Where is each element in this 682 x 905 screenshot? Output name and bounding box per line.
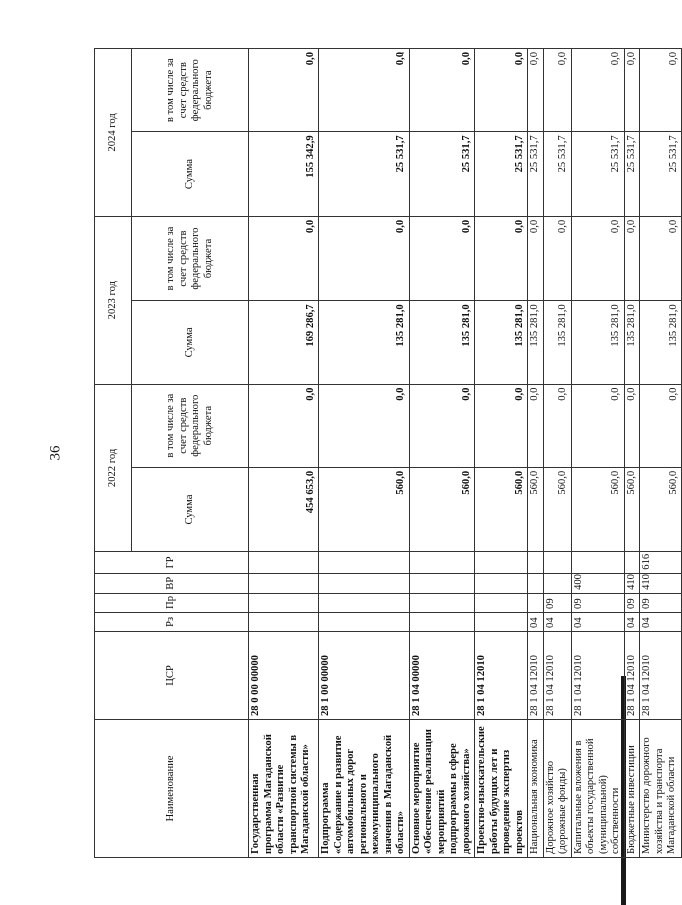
- row-fed-2024: 0,0: [475, 49, 528, 132]
- row-sum-2024: 25 531,7: [409, 132, 475, 216]
- row-fed-2022: 0,0: [528, 384, 544, 467]
- row-gr: [528, 552, 544, 573]
- row-sum-2023: 135 281,0: [624, 301, 640, 384]
- row-fed-2023: 0,0: [528, 216, 544, 300]
- row-fed-2022: 0,0: [640, 384, 682, 467]
- row-name: Бюджетные инвестиции: [624, 720, 640, 858]
- table-row: [528, 49, 544, 858]
- row-csr: 28 1 04 00000: [409, 631, 475, 719]
- row-sum-2024: 25 531,7: [543, 132, 571, 216]
- row-rz: 04: [571, 612, 624, 631]
- row-rz: [249, 612, 319, 631]
- row-pr: 09: [543, 593, 571, 612]
- row-vr: [475, 573, 528, 593]
- row-fed-2022: 0,0: [624, 384, 640, 467]
- row-fed-2023: 0,0: [319, 216, 410, 300]
- row-sum-2022: 560,0: [571, 467, 624, 551]
- header-gr: ГР: [95, 552, 249, 573]
- table-row: [319, 49, 410, 858]
- row-csr: 28 0 00 00000: [249, 631, 319, 719]
- row-sum-2024: 155 342,9: [249, 132, 319, 216]
- row-sum-2022: 454 653,0: [249, 467, 319, 551]
- table-row: [543, 49, 571, 858]
- row-rz: 04: [528, 612, 544, 631]
- row-vr: 410: [624, 573, 640, 593]
- header-name: Наименование: [95, 720, 249, 858]
- row-fed-2022: 0,0: [571, 384, 624, 467]
- row-sum-2024: 25 531,7: [640, 132, 682, 216]
- row-sum-2022: 560,0: [640, 467, 682, 551]
- row-sum-2024: 25 531,7: [571, 132, 624, 216]
- row-gr: [571, 552, 624, 573]
- row-fed-2023: 0,0: [571, 216, 624, 300]
- row-gr: [475, 552, 528, 573]
- row-name: Проектно-изыскательские работы будущих лет и проведение экспертиз проектов: [475, 720, 528, 858]
- row-gr: [249, 552, 319, 573]
- header-fed-2022: в том числе за счет средств федерального бюджета: [132, 384, 249, 467]
- row-sum-2023: 135 281,0: [528, 301, 544, 384]
- row-csr: 28 1 04 12010: [640, 631, 682, 719]
- row-name: Капитальные вложения в объекты государственной (муниципальной) собственности: [571, 720, 624, 858]
- row-rz: [319, 612, 410, 631]
- row-sum-2022: 560,0: [624, 467, 640, 551]
- row-rz: 04: [640, 612, 682, 631]
- row-fed-2023: 0,0: [624, 216, 640, 300]
- row-sum-2022: 560,0: [319, 467, 410, 551]
- page-number: [48, 438, 64, 468]
- row-csr: 28 1 04 12010: [543, 631, 571, 719]
- row-name: Национальная экономика: [528, 720, 544, 858]
- row-name: Министерство дорожного хозяйства и транспорта Магаданской области: [640, 720, 682, 858]
- row-rz: [475, 612, 528, 631]
- row-pr: [475, 593, 528, 612]
- row-sum-2024: 25 531,7: [319, 132, 410, 216]
- row-vr: [543, 573, 571, 593]
- row-fed-2022: 0,0: [409, 384, 475, 467]
- row-gr: [624, 552, 640, 573]
- header-csr: ЦСР: [95, 631, 249, 719]
- row-sum-2024: 25 531,7: [528, 132, 544, 216]
- header-vr: ВР: [95, 573, 249, 593]
- header-pr: Пр: [95, 593, 249, 612]
- row-name: Подпрограмма «Содержание и развитие автомобильных дорог регионального и межмуниципального значения в Магаданской области»: [319, 720, 410, 858]
- row-rz: 04: [624, 612, 640, 631]
- row-pr: [409, 593, 475, 612]
- row-rz: 04: [543, 612, 571, 631]
- row-name: Дорожное хозяйство (дорожные фонды): [543, 720, 571, 858]
- row-fed-2024: 0,0: [319, 49, 410, 132]
- row-fed-2024: 0,0: [409, 49, 475, 132]
- row-pr: [319, 593, 410, 612]
- header-year-2024: 2024 год: [95, 49, 132, 217]
- table-row: [475, 49, 528, 858]
- row-fed-2023: 0,0: [249, 216, 319, 300]
- row-pr: 09: [571, 593, 624, 612]
- row-fed-2023: 0,0: [475, 216, 528, 300]
- row-sum-2023: 135 281,0: [640, 301, 682, 384]
- row-vr: 410: [640, 573, 682, 593]
- row-gr: [409, 552, 475, 573]
- row-fed-2023: 0,0: [640, 216, 682, 300]
- row-gr: 616: [640, 552, 682, 573]
- header-year-2022: 2022 год: [95, 384, 132, 552]
- row-name: Государственная программа Магаданской области «Развитие транспортной системы в Магаданской области»: [249, 720, 319, 858]
- row-gr: [543, 552, 571, 573]
- row-fed-2022: 0,0: [249, 384, 319, 467]
- row-csr: 28 1 04 12010: [528, 631, 544, 719]
- row-pr: 09: [624, 593, 640, 612]
- header-sum-2022: Сумма: [132, 467, 249, 551]
- row-sum-2023: 135 281,0: [571, 301, 624, 384]
- row-sum-2022: 560,0: [409, 467, 475, 551]
- row-vr: 400: [571, 573, 624, 593]
- row-fed-2024: 0,0: [571, 49, 624, 132]
- header-year-2023: 2023 год: [95, 216, 132, 384]
- row-sum-2024: 25 531,7: [475, 132, 528, 216]
- header-fed-2023: в том числе за счет средств федерального бюджета: [132, 216, 249, 300]
- header-sum-2023: Сумма: [132, 301, 249, 384]
- rotated-table-container: [94, 48, 679, 858]
- row-sum-2022: 560,0: [528, 467, 544, 551]
- row-sum-2023: 135 281,0: [319, 301, 410, 384]
- header-rz: Рз: [95, 612, 249, 631]
- row-fed-2022: 0,0: [543, 384, 571, 467]
- row-csr: 28 1 04 12010: [571, 631, 624, 719]
- row-vr: [249, 573, 319, 593]
- row-fed-2022: 0,0: [319, 384, 410, 467]
- row-fed-2024: 0,0: [543, 49, 571, 132]
- table-row: [624, 49, 640, 858]
- table-row: [409, 49, 475, 858]
- row-sum-2023: 135 281,0: [409, 301, 475, 384]
- row-vr: [409, 573, 475, 593]
- row-pr: [249, 593, 319, 612]
- page-number-text: 36: [47, 445, 64, 461]
- row-rz: [409, 612, 475, 631]
- row-name: Основное мероприятие «Обеспечение реализации мероприятий подпрограммы в сфере дорожного хозяйства»: [409, 720, 475, 858]
- budget-table: [94, 48, 682, 858]
- row-vr: [528, 573, 544, 593]
- table-row: [571, 49, 624, 858]
- row-sum-2022: 560,0: [475, 467, 528, 551]
- table-row: [640, 49, 682, 858]
- row-sum-2023: 135 281,0: [475, 301, 528, 384]
- row-fed-2024: 0,0: [640, 49, 682, 132]
- row-csr: 28 1 04 12010: [475, 631, 528, 719]
- row-csr: 28 1 00 00000: [319, 631, 410, 719]
- row-gr: [319, 552, 410, 573]
- row-fed-2022: 0,0: [475, 384, 528, 467]
- row-fed-2024: 0,0: [528, 49, 544, 132]
- row-fed-2024: 0,0: [624, 49, 640, 132]
- row-pr: 09: [640, 593, 682, 612]
- row-fed-2023: 0,0: [409, 216, 475, 300]
- row-sum-2023: 135 281,0: [543, 301, 571, 384]
- row-vr: [319, 573, 410, 593]
- row-fed-2024: 0,0: [249, 49, 319, 132]
- row-sum-2023: 169 286,7: [249, 301, 319, 384]
- row-sum-2024: 25 531,7: [624, 132, 640, 216]
- row-sum-2022: 560,0: [543, 467, 571, 551]
- table-row: [249, 49, 319, 858]
- row-fed-2023: 0,0: [543, 216, 571, 300]
- header-sum-2024: Сумма: [132, 132, 249, 216]
- row-csr: 28 1 04 12010: [624, 631, 640, 719]
- header-fed-2024: в том числе за счет средств федерального бюджета: [132, 49, 249, 132]
- row-pr: [528, 593, 544, 612]
